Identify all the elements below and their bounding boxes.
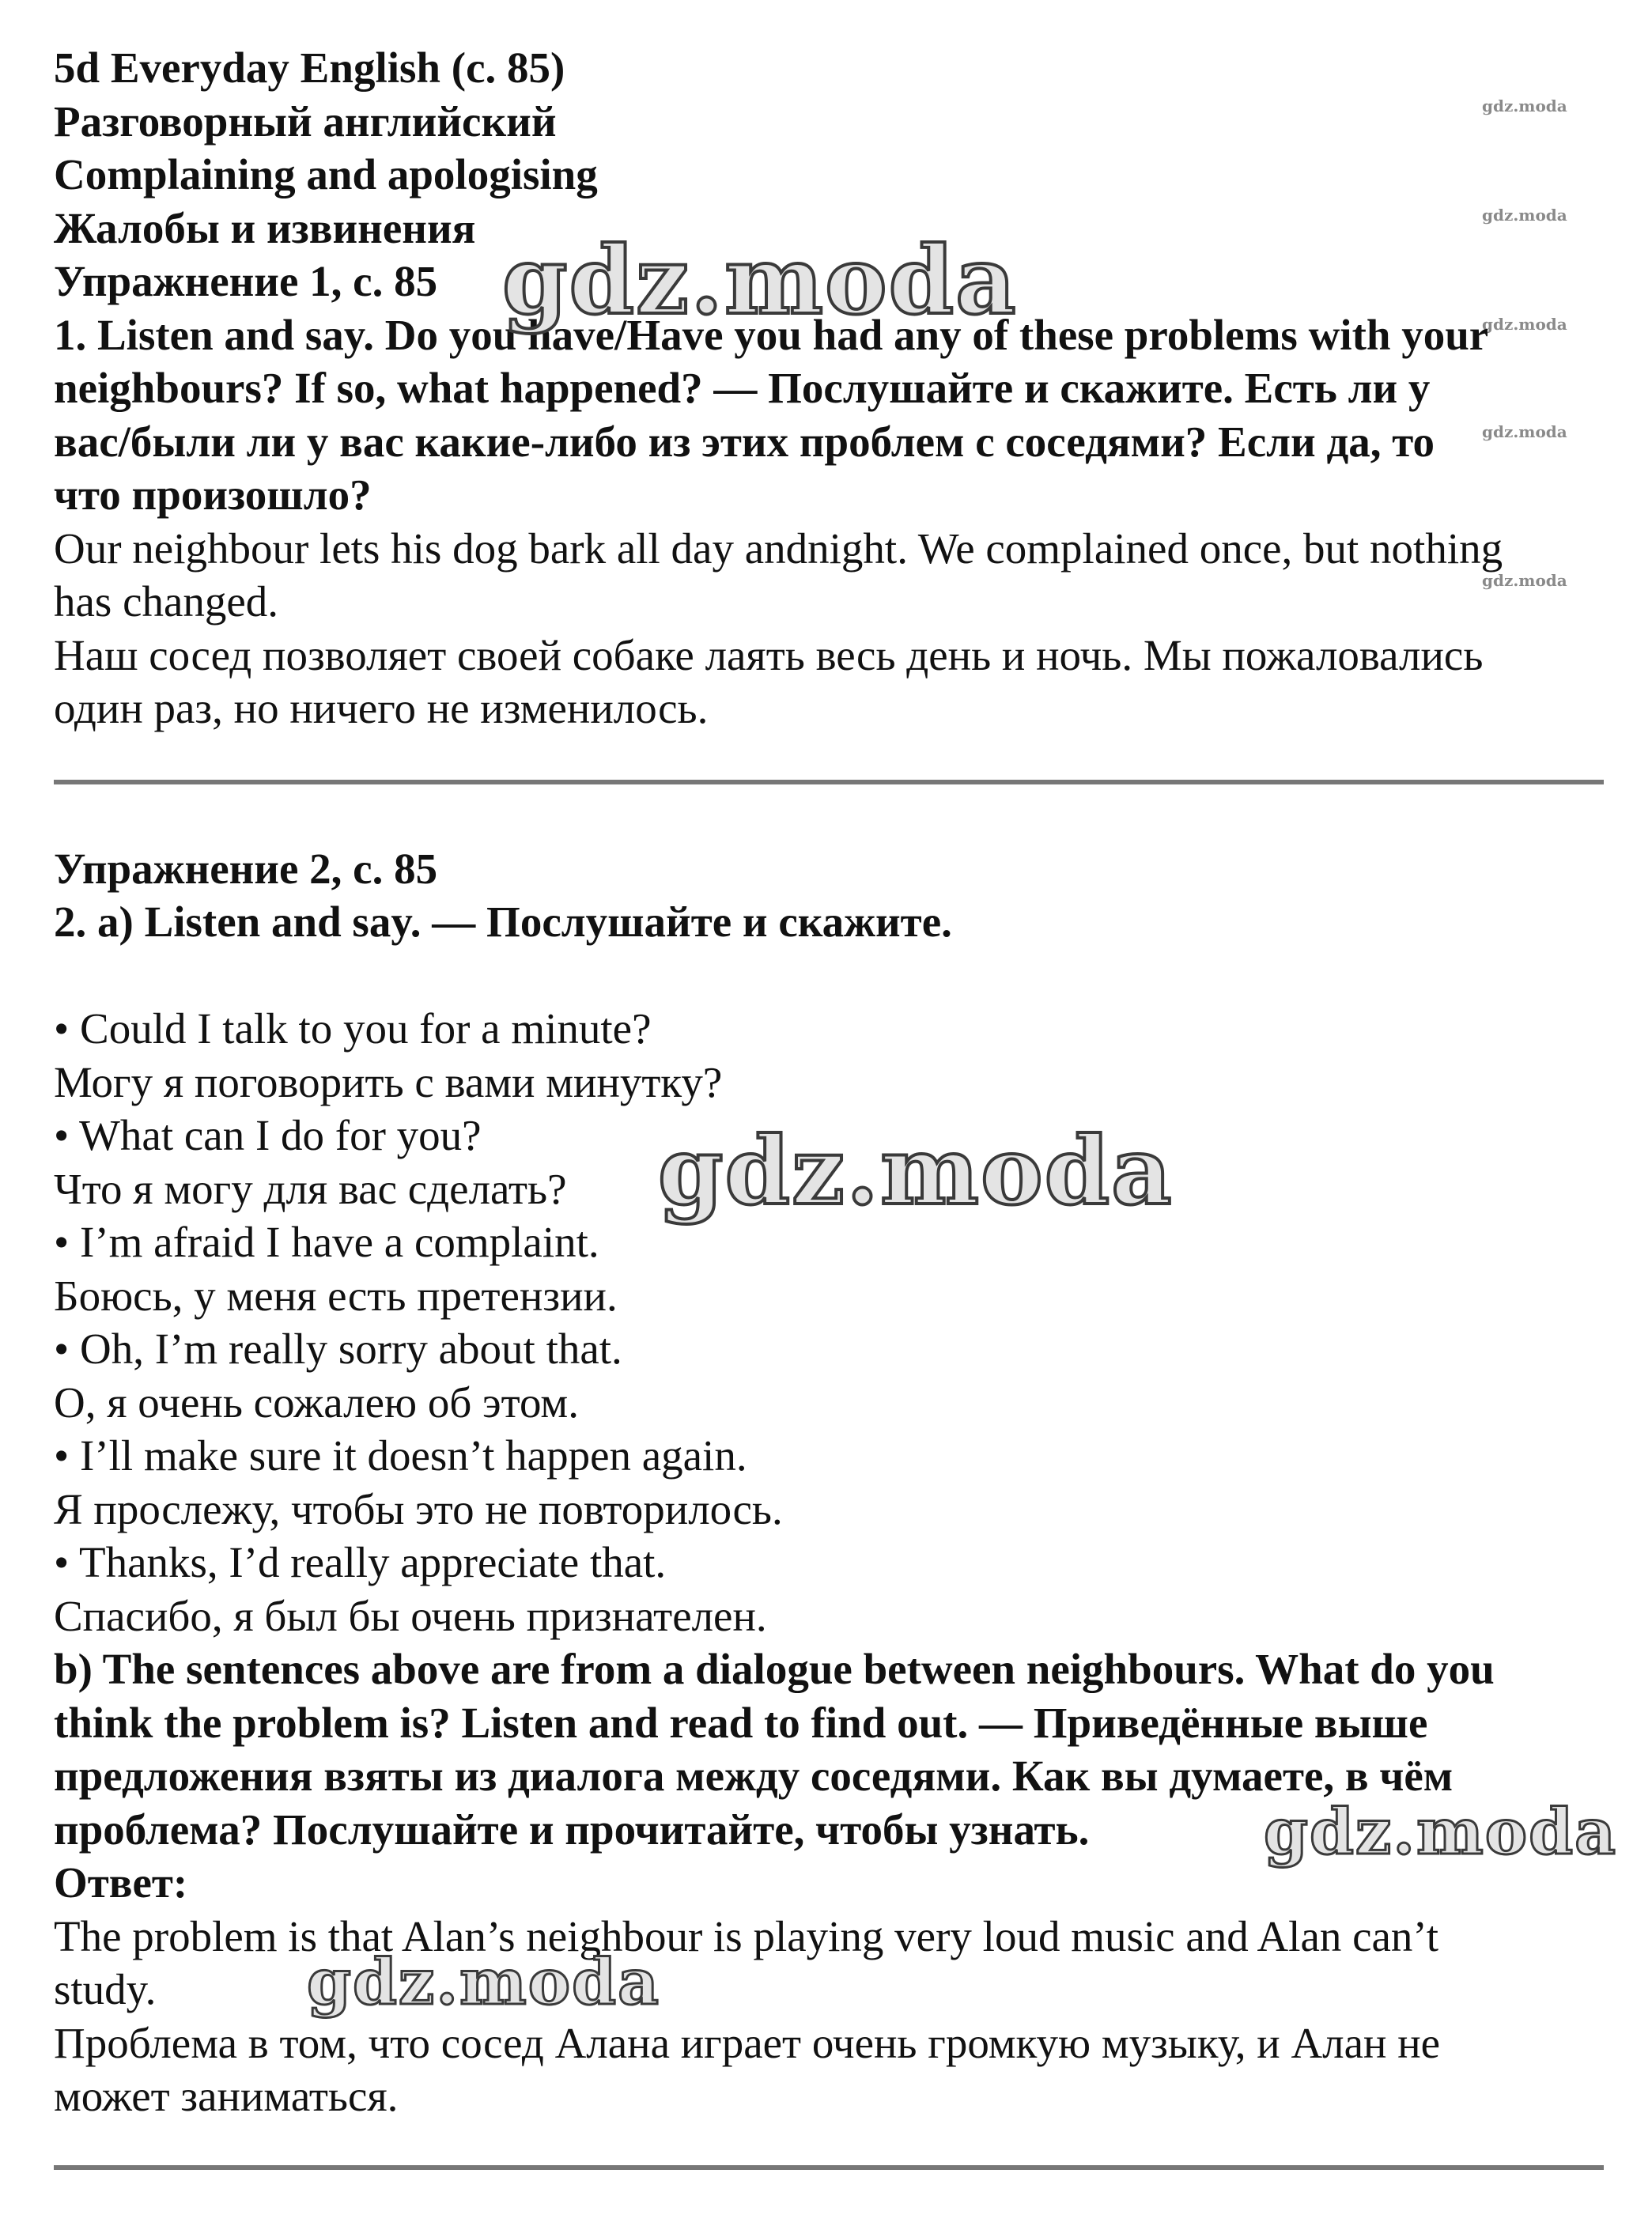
section-divider [54,2165,1604,2170]
watermark-small: gdz.moda [1482,96,1567,115]
exercise1-task-line: вас/были ли у вас какие-либо из этих проблем с соседями? Если да, то [54,417,1435,466]
section-subtitle-en: Complaining and apologising [54,150,598,198]
exercise2-answer-line: может заниматься. [54,2072,399,2120]
phrase-line: Что я могу для вас сделать? [54,1164,567,1213]
exercise2-task-b-line: b) The sentences above are from a dialogue between neighbours. What do you [54,1645,1495,1693]
phrase-line: Могу я поговорить с вами минутку? [54,1057,723,1106]
watermark-large: gdz.moda [502,225,1018,335]
watermark-small: gdz.moda [1482,206,1567,225]
answer-label: Ответ: [54,1858,188,1907]
phrase-line: • Thanks, I’d really appreciate that. [54,1538,667,1586]
phrase-line: • What can I do for you? [54,1111,482,1159]
watermark-large: gdz.moda [307,1945,660,2019]
exercise2-task-b-line: think the problem is? Listen and read to find out. — Приведённые выше [54,1698,1428,1747]
section-divider [54,780,1604,784]
watermark-small: gdz.moda [1482,315,1567,334]
watermark-small: gdz.moda [1482,571,1567,590]
exercise2-task-a: 2. a) Listen and say. — Послушайте и скажите. [54,898,952,946]
phrase-line: Спасибо, я был бы очень признателен. [54,1591,767,1640]
phrase-line: Боюсь, у меня есть претензии. [54,1271,618,1320]
exercise2-task-b-line: проблема? Послушайте и прочитайте, чтобы узнать. [54,1805,1090,1854]
phrase-line: • Oh, I’m really sorry about that. [54,1325,622,1373]
exercise1-answer-line: Our neighbour lets his dog bark all day andnight. We complained once, but nothing [54,524,1503,573]
watermark-large: gdz.moda [1264,1794,1617,1869]
exercise1-answer-line: Наш сосед позволяет своей собаке лаять весь день и ночь. Мы пожаловались [54,630,1484,679]
exercise2-task-b-line: предложения взяты из диалога между соседями. Как вы думаете, в чём [54,1752,1454,1800]
watermark-small: gdz.moda [1482,422,1567,441]
exercise2-heading: Упражнение 2, с. 85 [54,844,438,893]
section-title-ru: Разговорный английский [54,96,557,146]
exercise1-task-line: neighbours? If so, what happened? — Послушайте и скажите. Есть ли у [54,364,1431,412]
phrase-line: О, я очень сожалею об этом. [54,1378,579,1427]
phrase-line: • Could I talk to you for a minute? [54,1004,652,1053]
exercise1-task-line: 1. Listen and say. Do you have/Have you had any of these problems with your [54,310,1489,359]
section-title-en: 5d Everyday English (с. 85) [54,43,565,92]
exercise2-answer-line: The problem is that Alan’s neighbour is playing very loud music and Alan can’t [54,1911,1439,1960]
exercise2-answer-line: study. [54,1965,157,2013]
exercise2-answer-line: Проблема в том, что сосед Алана играет очень громкую музыку, и Алан не [54,2018,1441,2067]
exercise1-heading: Упражнение 1, с. 85 [54,257,438,305]
phrase-line: • I’ll make sure it doesn’t happen again. [54,1431,747,1480]
exercise1-answer-line: один раз, но ничего не изменилось. [54,684,709,732]
phrase-line: • I’m afraid I have a complaint. [54,1218,599,1266]
exercise1-answer-line: has changed. [54,577,279,626]
section-subtitle-ru: Жалобы и извинения [54,203,476,252]
phrase-line: Я прослежу, чтобы это не повторилось. [54,1484,783,1533]
watermark-large: gdz.moda [658,1116,1174,1226]
exercise1-task-line: что произошло? [54,471,372,519]
